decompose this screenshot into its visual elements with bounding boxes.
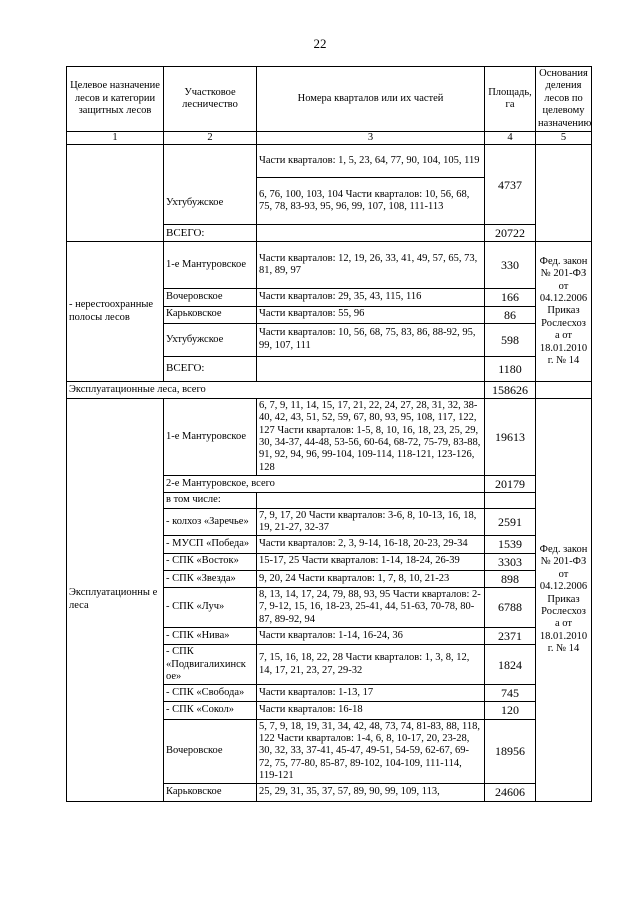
area-cell: 86 <box>485 306 536 323</box>
area-cell: 4737 <box>485 145 536 225</box>
district-cell: - СПК «Подвигалихинск ое» <box>164 645 257 685</box>
exploitation-total-label: Эксплуатационные леса, всего <box>67 381 485 398</box>
col-number: 1 <box>67 131 164 144</box>
area-cell: 2591 <box>485 508 536 536</box>
quarters-cell: 9, 20, 24 Части кварталов: 1, 7, 8, 10, 21-23 <box>257 570 485 587</box>
header-district: Участковое лесничество <box>164 67 257 132</box>
forest-division-table <box>66 66 592 802</box>
area-cell: 2371 <box>485 628 536 645</box>
quarters-cell: Части кварталов: 12, 19, 26, 33, 41, 49, 57, 65, 73, 81, 89, 97 <box>257 242 485 289</box>
area-cell: 19613 <box>485 398 536 475</box>
quarters-cell <box>257 493 485 508</box>
district-cell: Карьковское <box>164 784 257 801</box>
subtotal-label: 2-е Мантуровское, всего <box>164 476 485 493</box>
total-area: 1180 <box>485 356 536 381</box>
total-label: ВСЕГО: <box>164 225 257 242</box>
quarters-cell: Части кварталов: 55, 96 <box>257 306 485 323</box>
area-cell: 6788 <box>485 587 536 627</box>
district-cell: - СПК «Луч» <box>164 587 257 627</box>
district-cell: Карьковское <box>164 306 257 323</box>
table-row <box>67 242 592 289</box>
quarters-cell: Части кварталов: 1-14, 16-24, 36 <box>257 628 485 645</box>
including-label: в том числе: <box>164 493 257 508</box>
area-cell: 898 <box>485 570 536 587</box>
page-number: 22 <box>313 36 327 51</box>
header-purpose: Целевое назначение лесов и категории защитных лесов <box>67 67 164 132</box>
quarters-cell: 8, 13, 14, 17, 24, 79, 88, 93, 95 Части кварталов: 2-7, 9-12, 15, 16, 18-23, 25-41, 44, 51-63, 70-78, 80-87, 89-92, 94 <box>257 587 485 627</box>
district-cell: - СПК «Сокол» <box>164 702 257 719</box>
total-label: ВСЕГО: <box>164 356 257 381</box>
district-cell: - колхоз «Заречье» <box>164 508 257 536</box>
district-cell: - СПК «Нива» <box>164 628 257 645</box>
purpose-cell: Эксплуатационны е леса <box>67 398 164 801</box>
basis-cell: Фед. закон № 201-ФЗ от 04.12.2006 Приказ Рослесхоз а от 18.01.2010 г. № 14 <box>536 398 592 801</box>
quarters-cell: 6, 7, 9, 11, 14, 15, 17, 21, 22, 24, 27, 28, 31, 32, 38-40, 42, 43, 51, 52, 59, 67, 80, 93, 95, 108, 117, 122, 127 Части кварталов: 1-5, 8, 10, 16, 18, 23, 25, 29, 30, 34-37, 44-48, 53-56, 60-64, 68-72, 75-79, 83-88, 91, 92, 94, 96, 99-104, 109-114, 118-121, 123-126, 128 <box>257 398 485 475</box>
area-cell: 166 <box>485 289 536 306</box>
district-cell: 1-е Мантуровское <box>164 398 257 475</box>
purpose-cell: - нерестоохранные полосы лесов <box>67 242 164 381</box>
col-number: 2 <box>164 131 257 144</box>
column-number-row <box>67 131 592 144</box>
district-cell: - СПК «Свобода» <box>164 685 257 702</box>
quarters-cell: Части кварталов: 2, 3, 9-14, 16-18, 20-23, 29-34 <box>257 536 485 553</box>
basis-cell <box>536 381 592 398</box>
total-row <box>67 381 592 398</box>
district-cell: - СПК «Звезда» <box>164 570 257 587</box>
district-cell: - СПК «Восток» <box>164 553 257 570</box>
header-quarters: Номера кварталов или их частей <box>257 67 485 132</box>
area-cell: 3303 <box>485 553 536 570</box>
area-cell: 330 <box>485 242 536 289</box>
district-cell: Вочеровское <box>164 289 257 306</box>
total-area: 20722 <box>485 225 536 242</box>
quarters-cell: 7, 9, 17, 20 Части кварталов: 3-6, 8, 10-13, 16, 18, 19, 21-27, 32-37 <box>257 508 485 536</box>
quarters-cell: 25, 29, 31, 35, 37, 57, 89, 90, 99, 109, 113, <box>257 784 485 801</box>
table-row <box>67 398 592 475</box>
header-basis: Основания деления лесов по целевому назначению <box>536 67 592 132</box>
quarters-cell: Части кварталов: 1-13, 17 <box>257 685 485 702</box>
district-cell: 1-е Мантуровское <box>164 242 257 289</box>
table-row <box>67 145 592 178</box>
col-number: 4 <box>485 131 536 144</box>
header-row <box>67 67 592 132</box>
area-cell: 745 <box>485 685 536 702</box>
district-cell: Ухтубужское <box>164 323 257 356</box>
district-cell: - МУСП «Победа» <box>164 536 257 553</box>
district-label: Ухтубужское <box>166 196 224 208</box>
area-cell <box>485 493 536 508</box>
area-cell: 18956 <box>485 719 536 784</box>
area-cell: 24606 <box>485 784 536 801</box>
area-cell: 20179 <box>485 476 536 493</box>
quarters-cell: 5, 7, 9, 18, 19, 31, 34, 42, 48, 73, 74, 81-83, 88, 118, 122 Части кварталов: 1-4, 6, 8, 10-17, 20, 23-28, 30, 32, 33, 37-41, 45-47, 49-51, 54-59, 62-67, 69-72, 75, 77-80, 85-87, 89-102, 104-109, 111-114, 119-121 <box>257 719 485 784</box>
area-cell: 598 <box>485 323 536 356</box>
basis-cell <box>536 145 592 242</box>
area-cell: 1824 <box>485 645 536 685</box>
quarters-cell: Части кварталов: 1, 5, 23, 64, 77, 90, 104, 105, 119 <box>257 145 485 178</box>
col-number: 5 <box>536 131 592 144</box>
quarters-cell: 6, 76, 100, 103, 104 Части кварталов: 10, 56, 68, 75, 78, 83-93, 95, 96, 99, 107, 108, 111-113 <box>257 178 485 225</box>
quarters-cell: Части кварталов: 10, 56, 68, 75, 83, 86, 88-92, 95, 99, 107, 111 <box>257 323 485 356</box>
area-cell: 1539 <box>485 536 536 553</box>
district-cell: Вочеровское <box>164 719 257 784</box>
col-number: 3 <box>257 131 485 144</box>
quarters-cell: 7, 15, 16, 18, 22, 28 Части кварталов: 1, 3, 8, 12, 14, 17, 21, 23, 27, 29-32 <box>257 645 485 685</box>
quarters-cell: 15-17, 25 Части кварталов: 1-14, 18-24, 26-39 <box>257 553 485 570</box>
quarters-cell <box>257 225 485 242</box>
district-cell <box>164 145 257 225</box>
quarters-cell <box>257 356 485 381</box>
exploitation-total-area: 158626 <box>485 381 536 398</box>
quarters-cell: Части кварталов: 16-18 <box>257 702 485 719</box>
basis-cell: Фед. закон № 201-ФЗ от 04.12.2006 Приказ Рослесхоз а от 18.01.2010 г. № 14 <box>536 242 592 381</box>
purpose-cell <box>67 145 164 242</box>
header-area: Площадь, га <box>485 67 536 132</box>
area-cell: 120 <box>485 702 536 719</box>
quarters-cell: Части кварталов: 29, 35, 43, 115, 116 <box>257 289 485 306</box>
